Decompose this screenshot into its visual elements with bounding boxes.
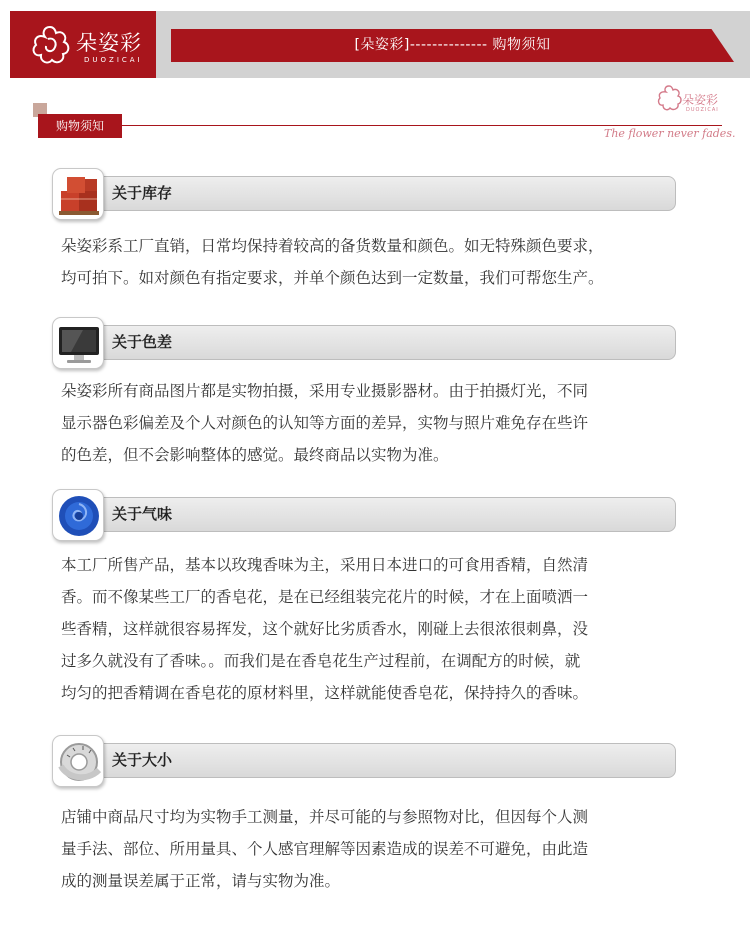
section-body: [61, 549, 689, 709]
label-divider: [122, 125, 722, 126]
body-line: 香。而不像某些工厂的香皂花，是在已经组装完花片的时候，才在上面喷洒一: [61, 588, 589, 606]
tape-measure-icon: [52, 735, 104, 787]
slogan: The flower never fades.: [604, 127, 736, 140]
section-title: 关于气味: [112, 505, 173, 523]
body-line: 量手法、部位、所用量具、个人感官理解等因素造成的误差不可避免，由此造: [61, 840, 589, 858]
section-body: [61, 801, 689, 897]
flower-logo-icon: [28, 23, 72, 67]
brand-logo: [10, 11, 156, 78]
section-title: 关于大小: [112, 751, 173, 769]
page-title: [朵姿彩]-------------- 购物须知: [354, 37, 551, 53]
brand-mark: [654, 83, 726, 119]
body-line: 的色差，但不会影响整体的感觉。最终商品以实物为准。: [61, 446, 449, 464]
section-header-bar: [96, 497, 676, 532]
section-title: 关于库存: [112, 184, 173, 202]
body-line: 本工厂所售产品，基本以玫瑰香味为主，采用日本进口的可食用香精，自然清: [61, 556, 589, 574]
section-body: [61, 230, 689, 294]
section-header-bar: [96, 176, 676, 211]
section-body: [61, 375, 689, 471]
body-line: 过多久就没有了香味。。而我们是在香皂花生产过程前，在调配方的时候，就: [61, 652, 581, 670]
section-header-bar: [96, 743, 676, 778]
section-label: 购物须知: [38, 114, 122, 138]
body-line: 店铺中商品尺寸均为实物手工测量，并尽可能的与参照物对比，但因每个人测: [61, 808, 589, 826]
section-title: 关于色差: [112, 333, 173, 351]
body-line: 朵姿彩所有商品图片都是实物拍摄，采用专业摄影器材。由于拍摄灯光，不同: [61, 382, 589, 400]
body-line: 些香精，这样就很容易挥发，这个就好比劣质香水，刚碰上去很浓很刺鼻，没: [61, 620, 589, 638]
brand-name-en: DUOZICAI: [84, 56, 143, 64]
flower-mark-icon: [654, 83, 684, 113]
body-line: 均可拍下。如对颜色有指定要求，并单个颜色达到一定数量，我们可帮您生产。: [61, 269, 604, 287]
body-line: 均匀的把香精调在香皂花的原材料里，这样就能使香皂花，保持持久的香味。: [61, 684, 589, 702]
blue-rose-icon: [52, 489, 104, 541]
brand-name: 朵姿彩: [76, 31, 142, 55]
body-line: 显示器色彩偏差及个人对颜色的认知等方面的差异，实物与照片难免存在些许: [61, 414, 589, 432]
section-header-bar: [96, 325, 676, 360]
body-line: 朵姿彩系工厂直销，日常均保持着较高的备货数量和颜色。如无特殊颜色要求，: [61, 237, 604, 255]
boxes-icon: [52, 168, 104, 220]
monitor-icon: [52, 317, 104, 369]
brand-mark-name-en: DUOZICAI: [686, 107, 719, 113]
body-line: 成的测量误差属于正常，请与实物为准。: [61, 872, 341, 890]
brand-mark-name: 朵姿彩: [682, 93, 719, 107]
